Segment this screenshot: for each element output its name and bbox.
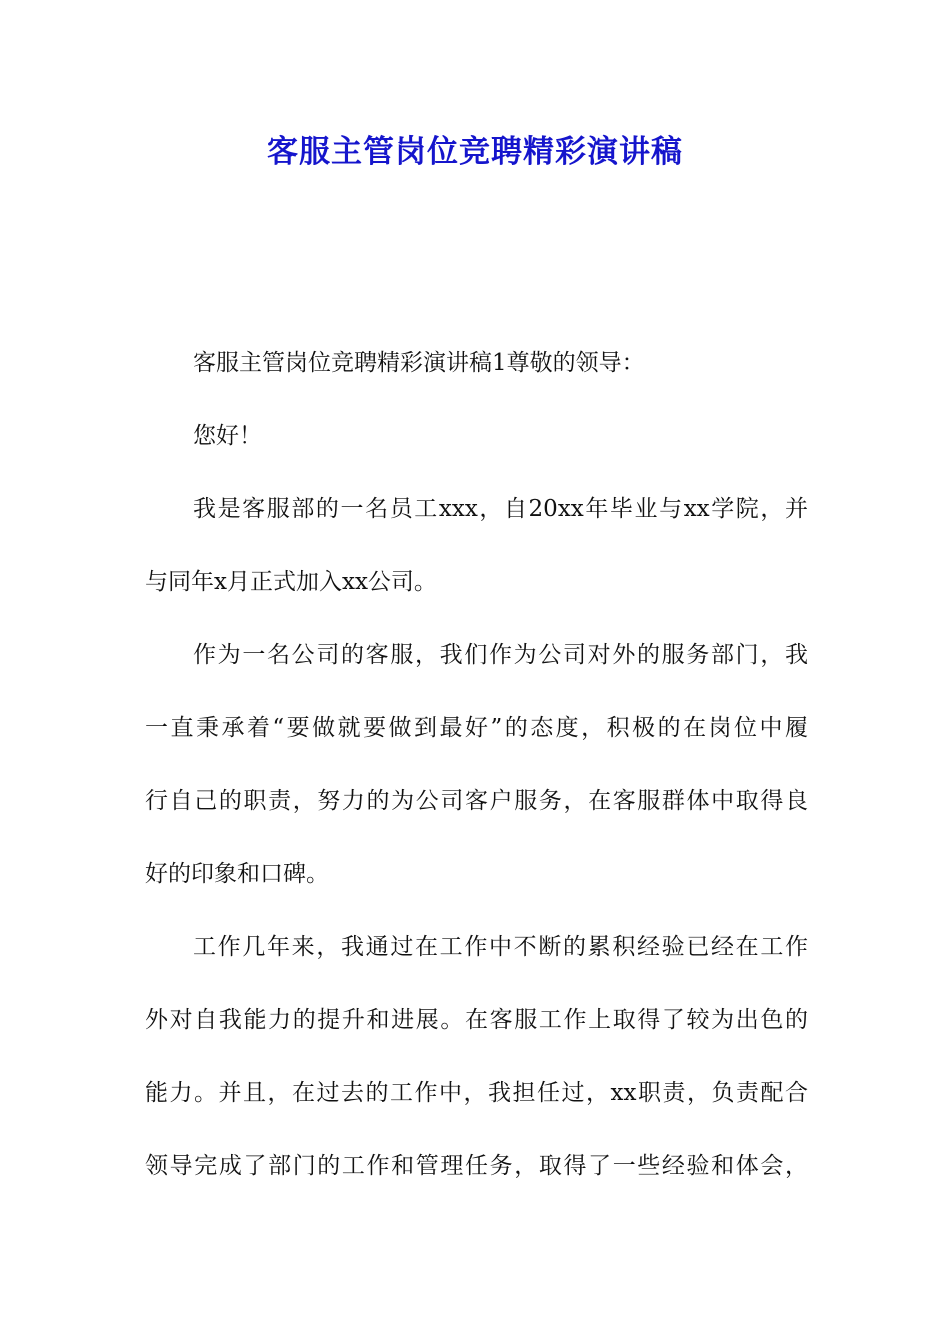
paragraph-line: 作为一名公司的客服，我们作为公司对外的服务部门，我: [193, 642, 808, 668]
paragraph-line: 与同年x月正式加入xx公司。: [145, 569, 437, 595]
paragraph-line: 一直秉承着“要做就要做到最好”的态度，积极的在岗位中履: [145, 715, 808, 741]
paragraph-line: 工作几年来，我通过在工作中不断的累积经验已经在工作: [193, 934, 808, 960]
paragraph-line: 行自己的职责，努力的为公司客户服务，在客服群体中取得良: [145, 788, 808, 814]
paragraph-line: 我是客服部的一名员工xxx，自20xx年毕业与xx学院，并: [193, 496, 808, 522]
paragraph-line: 能力。并且，在过去的工作中，我担任过，xx职责，负责配合: [145, 1080, 808, 1106]
paragraph-line: 您好！: [193, 423, 262, 449]
paragraph-line: 好的印象和口碑。: [145, 861, 329, 887]
paragraph-line: 领导完成了部门的工作和管理任务，取得了一些经验和体会，: [145, 1153, 808, 1179]
paragraph-line: 外对自我能力的提升和进展。在客服工作上取得了较为出色的: [145, 1007, 808, 1033]
document-body: [145, 336, 808, 1193]
document-title: 客服主管岗位竞聘精彩演讲稿: [267, 134, 683, 170]
paragraph-line: 客服主管岗位竞聘精彩演讲稿1尊敬的领导：: [193, 350, 645, 376]
